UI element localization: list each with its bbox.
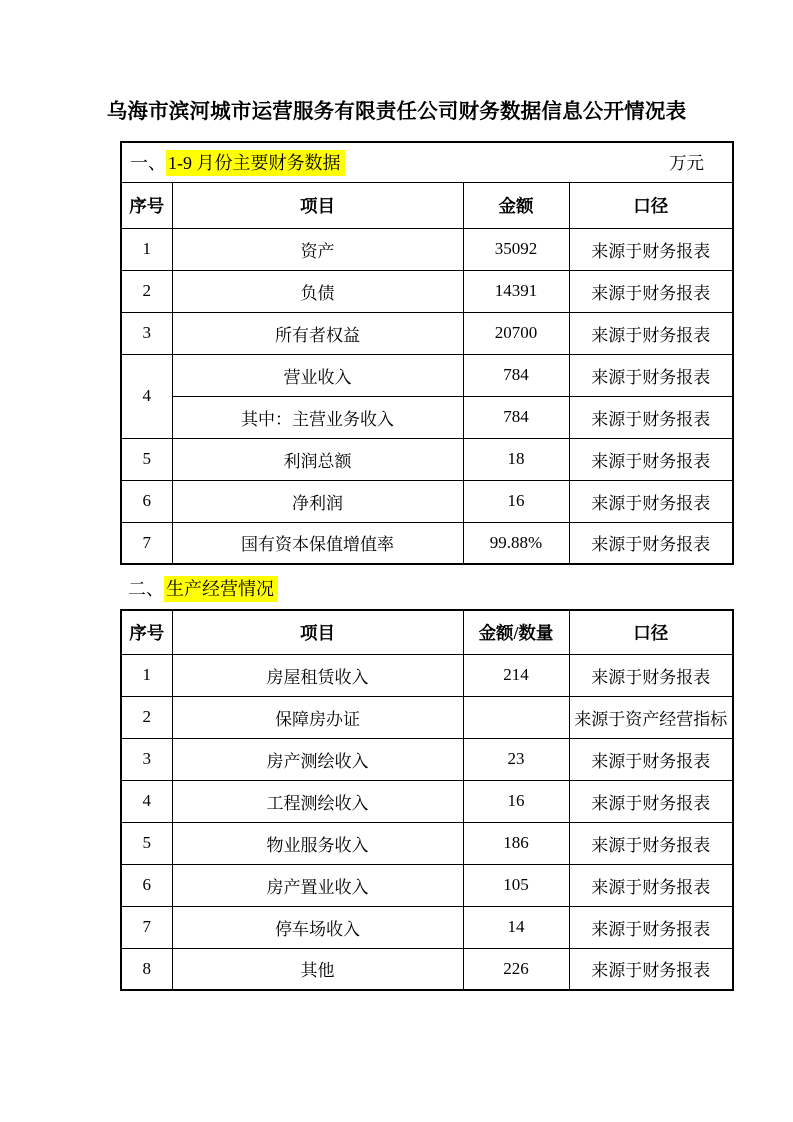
column-header-scope: 口径 bbox=[569, 610, 733, 654]
cell-item: 所有者权益 bbox=[172, 312, 463, 354]
cell-item: 房产测绘收入 bbox=[172, 738, 463, 780]
cell-no: 5 bbox=[121, 822, 172, 864]
cell-scope: 来源于财务报表 bbox=[569, 654, 733, 696]
cell-amount: 186 bbox=[463, 822, 569, 864]
cell-amount: 105 bbox=[463, 864, 569, 906]
column-header-item: 项目 bbox=[172, 182, 463, 228]
cell-no: 1 bbox=[121, 654, 172, 696]
cell-amount: 35092 bbox=[463, 228, 569, 270]
cell-item: 物业服务收入 bbox=[172, 822, 463, 864]
cell-no: 5 bbox=[121, 438, 172, 480]
column-header-no: 序号 bbox=[121, 610, 172, 654]
page-title: 乌海市滨河城市运营服务有限责任公司财务数据信息公开情况表 bbox=[106, 101, 687, 123]
cell-scope: 来源于财务报表 bbox=[569, 948, 733, 990]
cell-no: 2 bbox=[121, 696, 172, 738]
cell-no: 3 bbox=[121, 738, 172, 780]
table-row bbox=[121, 738, 733, 780]
cell-no: 4 bbox=[121, 780, 172, 822]
cell-amount: 226 bbox=[463, 948, 569, 990]
cell-amount: 23 bbox=[463, 738, 569, 780]
section1-header-row bbox=[121, 142, 733, 182]
column-header-no: 序号 bbox=[121, 182, 172, 228]
table-row bbox=[121, 522, 733, 564]
cell-item: 净利润 bbox=[172, 480, 463, 522]
cell-amount: 784 bbox=[463, 354, 569, 396]
cell-scope: 来源于财务报表 bbox=[569, 780, 733, 822]
cell-no: 1 bbox=[121, 228, 172, 270]
cell-no: 7 bbox=[121, 906, 172, 948]
cell-item: 工程测绘收入 bbox=[172, 780, 463, 822]
cell-amount-empty bbox=[463, 696, 569, 738]
section2-prefix: 二、 bbox=[128, 579, 164, 599]
cell-scope: 来源于财务报表 bbox=[569, 228, 733, 270]
cell-amount: 20700 bbox=[463, 312, 569, 354]
production-operation-table bbox=[120, 609, 734, 991]
cell-item: 房产置业收入 bbox=[172, 864, 463, 906]
cell-no: 8 bbox=[121, 948, 172, 990]
column-header-amount: 金额 bbox=[463, 182, 569, 228]
table-row bbox=[121, 438, 733, 480]
cell-item: 资产 bbox=[172, 228, 463, 270]
cell-no: 7 bbox=[121, 522, 172, 564]
cell-item: 房屋租赁收入 bbox=[172, 654, 463, 696]
table-row bbox=[121, 948, 733, 990]
cell-scope: 来源于财务报表 bbox=[569, 738, 733, 780]
main-financial-data-table bbox=[120, 141, 734, 565]
cell-no: 6 bbox=[121, 864, 172, 906]
cell-amount: 14 bbox=[463, 906, 569, 948]
cell-scope: 来源于财务报表 bbox=[569, 906, 733, 948]
section1-title bbox=[130, 149, 345, 175]
cell-scope: 来源于财务报表 bbox=[569, 312, 733, 354]
section1-header-cell bbox=[121, 142, 733, 182]
cell-scope: 来源于财务报表 bbox=[569, 522, 733, 564]
cell-scope: 来源于财务报表 bbox=[569, 396, 733, 438]
table-row bbox=[121, 906, 733, 948]
section1-prefix: 一、 bbox=[130, 153, 166, 174]
cell-item: 负债 bbox=[172, 270, 463, 312]
cell-no: 3 bbox=[121, 312, 172, 354]
table-row bbox=[121, 354, 733, 396]
table-row bbox=[121, 654, 733, 696]
cell-item: 其他 bbox=[172, 948, 463, 990]
cell-amount: 16 bbox=[463, 480, 569, 522]
unit-label: 万元 bbox=[669, 152, 704, 173]
cell-scope: 来源于资产经营指标 bbox=[569, 696, 733, 738]
table-row bbox=[121, 822, 733, 864]
table1-header-row bbox=[121, 182, 733, 228]
table-row bbox=[121, 780, 733, 822]
cell-no: 2 bbox=[121, 270, 172, 312]
cell-item: 利润总额 bbox=[172, 438, 463, 480]
cell-scope: 来源于财务报表 bbox=[569, 822, 733, 864]
table-row bbox=[121, 396, 733, 438]
table-row bbox=[121, 696, 733, 738]
cell-amount: 214 bbox=[463, 654, 569, 696]
table2-header-row bbox=[121, 610, 733, 654]
cell-amount: 99.88% bbox=[463, 522, 569, 564]
cell-scope: 来源于财务报表 bbox=[569, 270, 733, 312]
cell-amount: 14391 bbox=[463, 270, 569, 312]
cell-scope: 来源于财务报表 bbox=[569, 480, 733, 522]
cell-item-subitem: 其中：主营业务收入 bbox=[172, 396, 463, 438]
cell-item: 保障房办证 bbox=[172, 696, 463, 738]
table-row bbox=[121, 270, 733, 312]
cell-item: 营业收入 bbox=[172, 354, 463, 396]
section2-title bbox=[128, 576, 793, 602]
section1-highlighted-label: 1-9 月份主要财务数据 bbox=[166, 150, 345, 176]
section2-highlighted-label: 生产经营情况 bbox=[164, 576, 278, 602]
cell-item: 国有资本保值增值率 bbox=[172, 522, 463, 564]
cell-scope: 来源于财务报表 bbox=[569, 864, 733, 906]
cell-no: 6 bbox=[121, 480, 172, 522]
cell-amount: 18 bbox=[463, 438, 569, 480]
column-header-scope: 口径 bbox=[569, 182, 733, 228]
cell-amount: 16 bbox=[463, 780, 569, 822]
table-row bbox=[121, 864, 733, 906]
cell-item: 停车场收入 bbox=[172, 906, 463, 948]
column-header-item: 项目 bbox=[172, 610, 463, 654]
cell-scope: 来源于财务报表 bbox=[569, 354, 733, 396]
cell-amount: 784 bbox=[463, 396, 569, 438]
column-header-amount-qty: 金额/数量 bbox=[463, 610, 569, 654]
table-row bbox=[121, 312, 733, 354]
table-row bbox=[121, 480, 733, 522]
table-row bbox=[121, 228, 733, 270]
cell-no-merged: 4 bbox=[121, 354, 172, 438]
cell-scope: 来源于财务报表 bbox=[569, 438, 733, 480]
